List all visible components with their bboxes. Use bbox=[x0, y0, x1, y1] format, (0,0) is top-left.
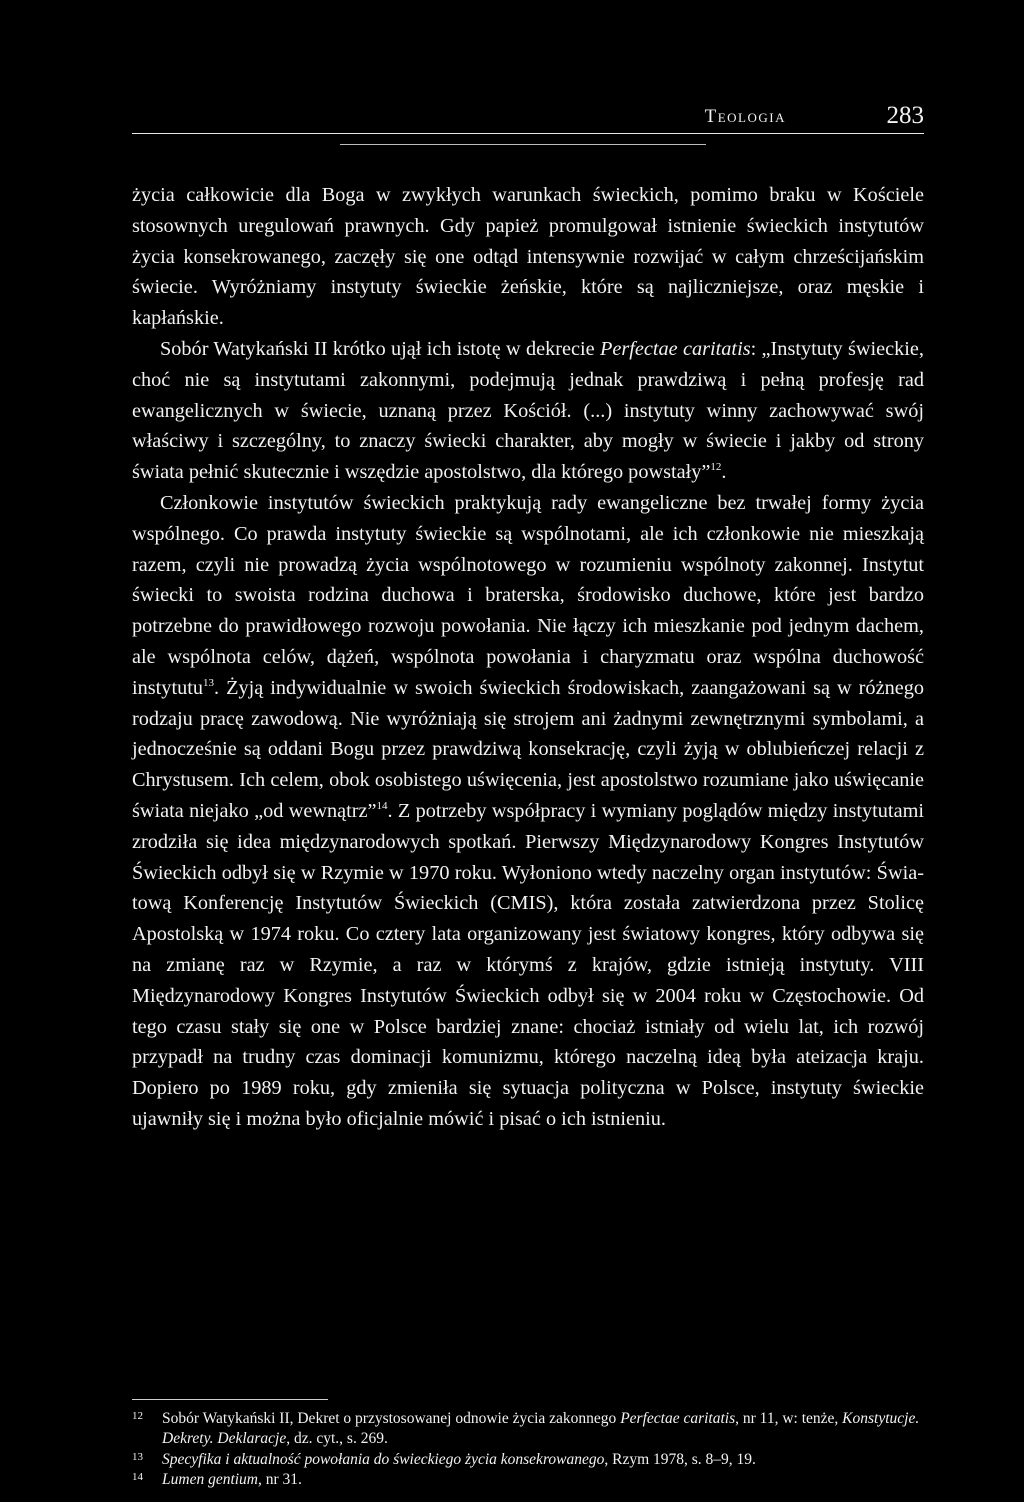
footnote-12 bbox=[132, 1409, 924, 1450]
footnote-italic: Lumen gentium bbox=[162, 1470, 259, 1488]
footnote-italic: Konstytucje. Dekrety. Deklaracje bbox=[162, 1410, 920, 1448]
document-title-italic: Perfectae caritatis bbox=[599, 337, 751, 360]
paragraph-1 bbox=[132, 180, 924, 334]
paragraph-3-text-b: . Żyją indywidualnie w swoich świeckich środowiskach, zaangażowani są w różnego rodzaju pracę zawodową. Nie wyróżniają się strojem ani żadnymi zewnętrznymi symbolami, a jednocześnie są oddani Bogu przez prawdziwą konsekrację, czyli żyją w oblubieńczej relacji z Chrystusem. Ich celem, obok osobistego uświęcenia, jest apostolstwo rozumiane jako uświęcanie świata niejako „od wewnątrz” bbox=[132, 676, 924, 822]
header-rule-secondary bbox=[340, 144, 706, 145]
footnote-number: 12 bbox=[132, 1410, 143, 1422]
paragraph-3 bbox=[132, 488, 924, 1135]
footnote-number: 13 bbox=[132, 1450, 143, 1463]
footnote-italic: Perfectae caritatis bbox=[620, 1410, 736, 1427]
paragraph-2 bbox=[132, 334, 924, 488]
header-rule bbox=[132, 133, 924, 134]
footnotes bbox=[132, 1409, 924, 1490]
footnote-text: , nr 31. bbox=[258, 1470, 302, 1488]
paragraph-2-text: Sobór Watykański II krótko ujął ich istotę w dekrecie bbox=[160, 337, 600, 360]
footnote-14 bbox=[132, 1470, 924, 1490]
footnote-ref-12[interactable]: 12 bbox=[710, 461, 722, 474]
running-header bbox=[132, 102, 924, 132]
footnote-italic: Specyfika i aktualność powołania do świeckiego życia konsekrowanego bbox=[162, 1450, 605, 1468]
paragraph-1-text: życia całkowicie dla Boga w zwykłych warunkach świeckich, pomimo braku w Kościele stosownych uregulowań prawnych. Gdy papież promulgował istnienie świeckich instytutów życia konsekrowanego, zaczęły się one odtąd intensywnie rozwijać w całym chrześcijańskim świecie. Wyróżniamy instytuty świeckie żeńskie, które są najliczniejsze, oraz męskie i kapłańskie. bbox=[132, 184, 924, 330]
running-title: Teologia bbox=[704, 106, 786, 127]
paragraph-3-text-a: Członkowie instytutów świeckich praktykują rady ewangeliczne bez trwałej formy życia wspólnego. Co prawda instytuty świeckie są wspólnotami, ale ich członkowie nie mieszkają razem, czyli nie prowadzą życia wspólnotowego w rozumieniu wspólnoty zakonnej. Instytut świecki to swoista rodzina duchowa i braterska, środowisko duchowe, które jest bardzo potrzebne do prawidłowego rozwoju powołania. Nie łączy ich mieszkanie pod jednym dachem, ale wspólnota celów, dążeń, wspólnota powołania i charyzmatu oraz wspólna duchowość instytutu bbox=[132, 491, 924, 699]
footnote-rule bbox=[132, 1399, 328, 1400]
footnote-text: Sobór Watykański II, Dekret o przystosowanej odnowie życia zakonnego bbox=[162, 1410, 621, 1427]
footnote-13 bbox=[132, 1450, 924, 1470]
footnote-ref-13[interactable]: 13 bbox=[203, 676, 214, 689]
page-number: 283 bbox=[886, 102, 924, 129]
footnote-ref-14[interactable]: 14 bbox=[376, 800, 388, 813]
footnote-text: , dz. cyt., s. 269. bbox=[286, 1430, 388, 1448]
paragraph-2-end: . bbox=[721, 461, 727, 484]
footnote-text: , nr 11, w: tenże, bbox=[735, 1410, 843, 1427]
footnote-text: , Rzym 1978, s. 8–9, 19. bbox=[604, 1450, 756, 1468]
paragraph-3-text-c: . Z potrzeby współpracy i wymiany poglądów między instytutami zrodziła się idea międzynarodowych spotkań. Pierwszy Międzynarodowy Kongres Instytutów Świeckich odbył się w Rzymie w 1970 roku. Wyłoniono wtedy naczelny organ instytutów: Światową Konferencję Instytutów Świeckich (CMIS), która została zatwierdzona przez Stolicę Apostolską w 1974 roku. Co cztery lata organizowany jest światowy kongres, który odbywa się na zmianę raz w Rzymie, a raz w którymś z krajów, gdzie istnieją instytuty. VIII Międzynarodowy Kongres Instytutów Świeckich odbył się w 2004 roku w Częstochowie. Od tego czasu stały się one w Polsce bardziej znane: chociaż istniały od wielu lat, ich rozwój przypadł na trudny czas dominacji komunizmu, którego naczelną ideą była ateizacja kraju. Dopiero po 1989 roku, gdy zmieniła się sytuacja polityczna w Polsce, instytuty świeckie ujawniły się i można było oficjalnie mówić i pisać o ich istnieniu. bbox=[132, 799, 924, 1130]
footnote-number: 14 bbox=[132, 1470, 143, 1483]
quotation: : „Instytuty świeckie, choć nie są instytutami zakonnymi, podejmują jednak prawdziwą i pełną profesję rad ewangelicznych w świecie, uznaną przez Kościół. (...) instytuty winny zachowywać swój właściwy i szczególny, to znaczy świecki charakter, aby mogły w świecie i jakby od strony świata pełnić skutecznie i wszędzie apostolstwo, dla którego powstały” bbox=[132, 337, 924, 484]
body-text bbox=[132, 180, 924, 1135]
